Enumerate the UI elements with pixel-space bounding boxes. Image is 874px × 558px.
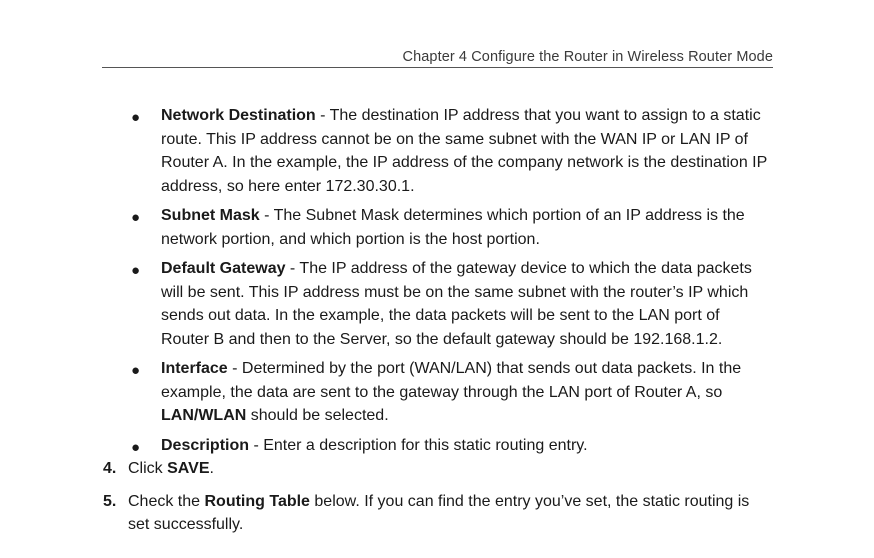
field-description: - Determined by the port (WAN/LAN) that sends out data packets. In the example, the data are sent to the gateway through the LAN port of Router A, so [161, 360, 742, 401]
list-item-text [161, 204, 771, 251]
list-item-text [161, 434, 771, 458]
list-item [0, 434, 874, 458]
step-item [0, 457, 874, 481]
field-description: - The destination IP address that you want to assign to a static route. This IP address cannot be on the same subnet with the WAN IP or LAN IP of Router A. In the example, the IP address of the company network is the destination IP address, so here enter 172.30.30.1. [161, 107, 767, 195]
field-term: Interface [161, 360, 228, 377]
step-text-pre: Check the [128, 492, 205, 510]
step-text-post: . [209, 460, 214, 477]
step-text-pre: Click [128, 460, 168, 477]
list-item-text [161, 357, 771, 428]
field-description: - The IP address of the gateway device to which the data packets will be sent. This IP address must be on the same subnet with the router’s IP which sends out data. In the example, the data packets will be sent to the LAN port of Router B and then to the Server, so the default gateway should be 192.168.1.2. [161, 260, 752, 348]
step-list [0, 457, 874, 546]
field-description: - The Subnet Mask determines which portion of an IP address is the network portion, and which portion is the host portion. [161, 207, 745, 248]
field-term: Default Gateway [161, 260, 286, 277]
step-item [0, 490, 874, 537]
list-item [0, 104, 874, 198]
list-item [0, 204, 874, 251]
field-description: - Enter a description for this static routing entry. [249, 436, 588, 454]
routing-table-label: Routing Table [204, 492, 310, 510]
list-item-text [161, 104, 771, 198]
field-description-end: should be selected. [246, 407, 389, 424]
field-term: Subnet Mask [161, 207, 260, 224]
chapter-title: Chapter 4 Configure the Router in Wireless Router Mode [402, 49, 773, 65]
bullet-icon: ● [131, 109, 141, 126]
bullet-icon: ● [131, 209, 141, 226]
list-item [0, 357, 874, 428]
list-item-text [161, 257, 771, 351]
list-item [0, 257, 874, 351]
step-number: 4. [103, 460, 117, 477]
interface-option: LAN/WLAN [161, 407, 247, 424]
field-term: Description [161, 436, 250, 454]
save-button-label: SAVE [167, 460, 210, 477]
page-header [102, 49, 773, 68]
bullet-icon: ● [131, 438, 141, 456]
bullet-icon: ● [131, 362, 141, 379]
step-number: 5. [103, 492, 117, 510]
field-term: Network Destination [161, 107, 316, 124]
step-text [128, 457, 773, 481]
step-text [128, 490, 773, 537]
bullet-icon: ● [131, 262, 141, 279]
step-text-post: below. If you can find the entry you’ve set, the static routing is set successfully. [128, 492, 750, 533]
field-description-list [0, 104, 874, 463]
